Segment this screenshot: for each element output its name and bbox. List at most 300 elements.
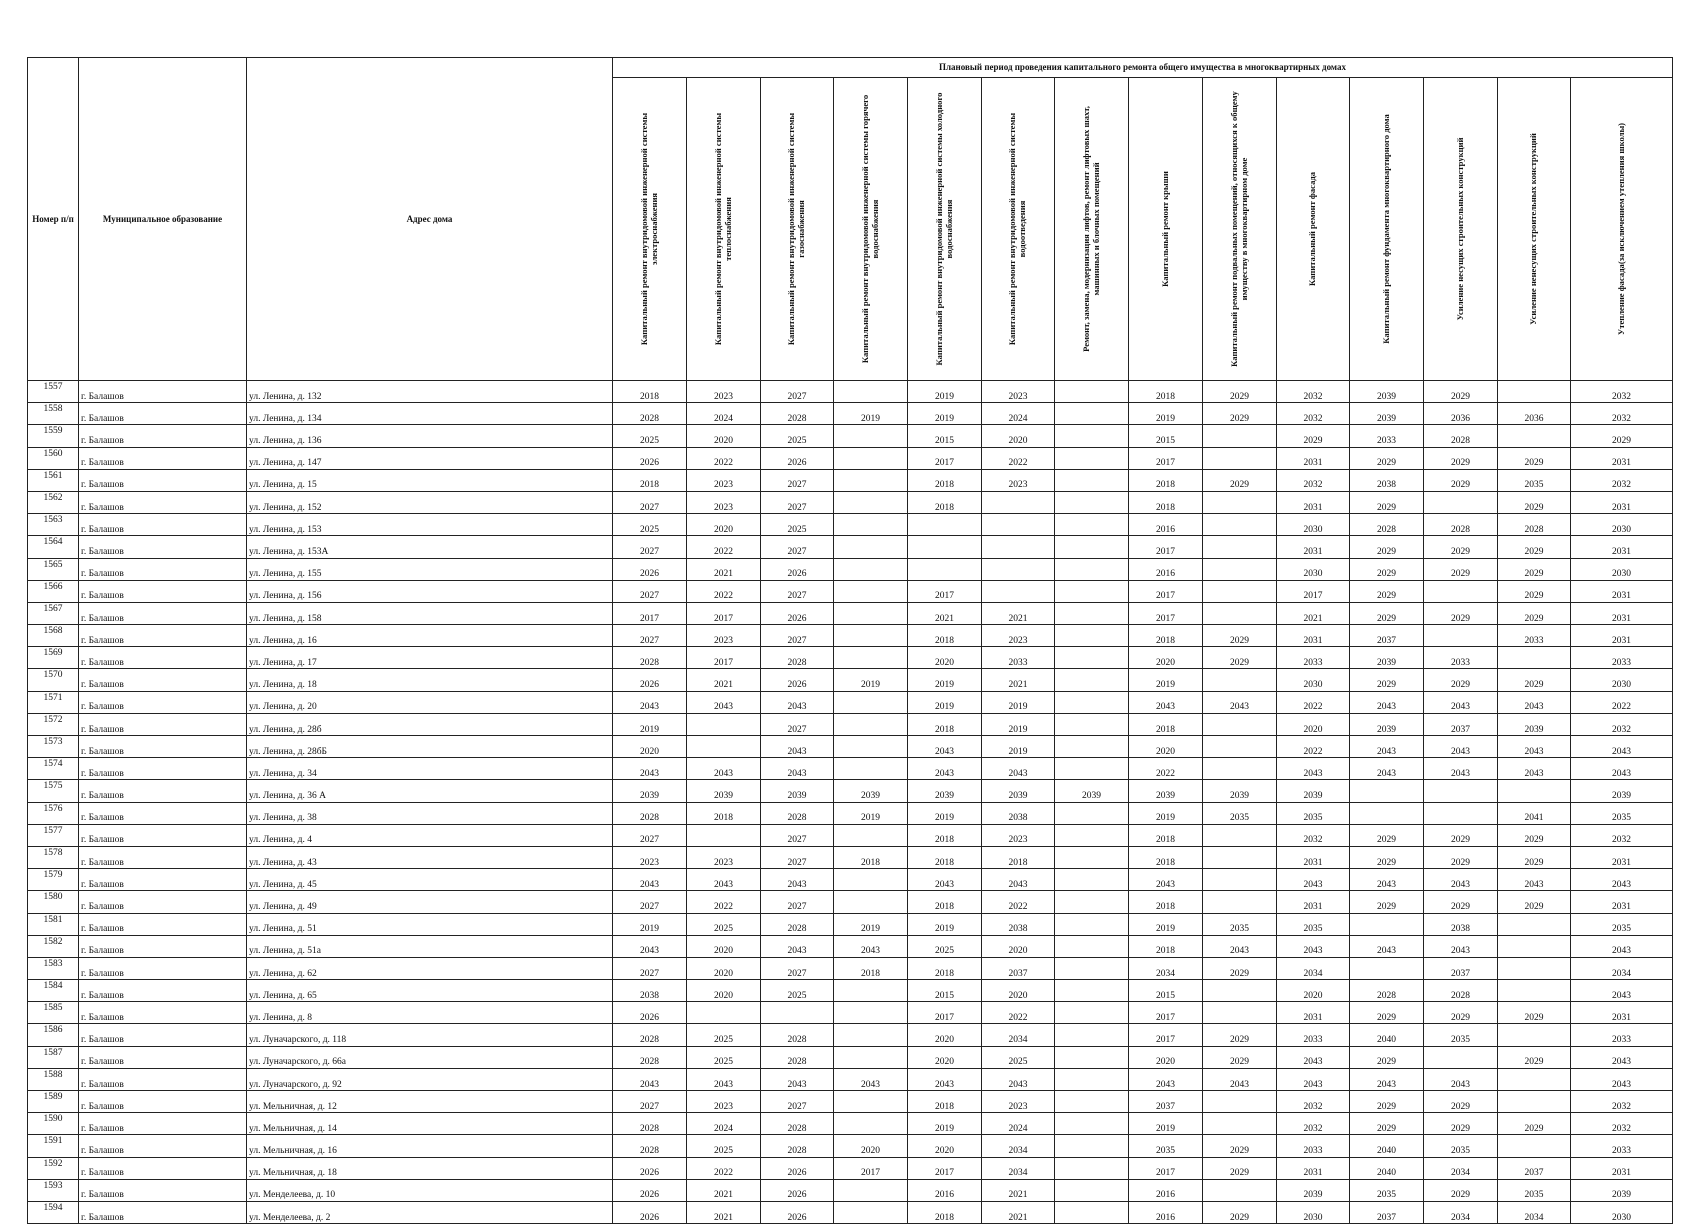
year-cell: 2027 — [761, 536, 834, 558]
municipality-cell: г. Балашов — [79, 1046, 247, 1068]
year-cell: 2017 — [613, 602, 687, 624]
year-cell: 2024 — [982, 1113, 1055, 1135]
year-cell: 2029 — [1498, 558, 1571, 580]
year-cell: 2043 — [1571, 1046, 1673, 1068]
year-cell: 2031 — [1571, 1157, 1673, 1179]
table-row — [28, 957, 1673, 979]
year-cell: 2029 — [1424, 1002, 1498, 1024]
year-cell: 2018 — [613, 381, 687, 403]
year-cell: 2039 — [687, 780, 761, 802]
year-cell: 2043 — [1350, 1068, 1424, 1090]
year-cell: 2022 — [982, 447, 1055, 469]
municipality-cell: г. Балашов — [79, 647, 247, 669]
table-row — [28, 514, 1673, 536]
year-cell: 2025 — [687, 913, 761, 935]
year-cell — [1055, 1179, 1129, 1201]
year-cell: 2017 — [1129, 536, 1203, 558]
year-cell: 2020 — [687, 980, 761, 1002]
address-cell: ул. Ленина, д. 4 — [247, 824, 613, 846]
table-row — [28, 780, 1673, 802]
year-cell — [1203, 558, 1277, 580]
year-cell: 2020 — [908, 1135, 982, 1157]
year-cell: 2029 — [1203, 957, 1277, 979]
table-row — [28, 1113, 1673, 1135]
year-cell: 2020 — [908, 1024, 982, 1046]
year-cell: 2020 — [1277, 713, 1350, 735]
municipality-cell: г. Балашов — [79, 1002, 247, 1024]
year-cell — [1350, 957, 1424, 979]
year-cell: 2043 — [613, 758, 687, 780]
year-cell: 2043 — [908, 869, 982, 891]
year-cell — [687, 824, 761, 846]
year-cell — [1424, 1046, 1498, 1068]
year-cell: 2023 — [687, 625, 761, 647]
year-cell: 2029 — [1350, 824, 1424, 846]
table-row — [28, 469, 1673, 491]
year-cell: 2027 — [613, 491, 687, 513]
year-cell: 2033 — [1277, 1135, 1350, 1157]
year-cell: 2035 — [1203, 802, 1277, 824]
year-cell: 2028 — [613, 647, 687, 669]
year-cell: 2039 — [834, 780, 908, 802]
year-cell — [1498, 1135, 1571, 1157]
header-work-11 — [1350, 78, 1424, 381]
year-cell: 2029 — [1498, 1113, 1571, 1135]
year-cell: 2023 — [982, 381, 1055, 403]
header-work-label: Усиление несущих строительных конструкций — [1454, 137, 1465, 321]
year-cell: 2039 — [1498, 713, 1571, 735]
year-cell: 2043 — [687, 758, 761, 780]
year-cell — [1203, 736, 1277, 758]
year-cell: 2041 — [1498, 802, 1571, 824]
municipality-cell: г. Балашов — [79, 802, 247, 824]
municipality-cell: г. Балашов — [79, 580, 247, 602]
row-number-cell: 1591 — [28, 1135, 79, 1157]
year-cell — [1055, 1091, 1129, 1113]
year-cell: 2015 — [1129, 980, 1203, 1002]
year-cell — [834, 580, 908, 602]
year-cell: 2029 — [1498, 891, 1571, 913]
year-cell: 2017 — [908, 1157, 982, 1179]
year-cell: 2043 — [1424, 691, 1498, 713]
year-cell — [1498, 647, 1571, 669]
year-cell — [1203, 1002, 1277, 1024]
header-work-label: Капитальный ремонт внутридомовой инженерной системы холодного водоснабжения — [933, 92, 954, 366]
year-cell: 2032 — [1571, 713, 1673, 735]
year-cell: 2037 — [1424, 957, 1498, 979]
year-cell: 2023 — [687, 491, 761, 513]
year-cell — [1055, 980, 1129, 1002]
year-cell — [687, 736, 761, 758]
address-cell: ул. Ленина, д. 158 — [247, 602, 613, 624]
municipality-cell: г. Балашов — [79, 491, 247, 513]
year-cell: 2039 — [1203, 780, 1277, 802]
municipality-cell: г. Балашов — [79, 913, 247, 935]
year-cell: 2034 — [1498, 1201, 1571, 1223]
table-row — [28, 491, 1673, 513]
year-cell — [1055, 647, 1129, 669]
year-cell: 2029 — [1424, 824, 1498, 846]
row-number-cell: 1580 — [28, 891, 79, 913]
year-cell: 2018 — [687, 802, 761, 824]
year-cell — [982, 491, 1055, 513]
year-cell: 2019 — [1129, 913, 1203, 935]
year-cell — [1055, 669, 1129, 691]
year-cell: 2020 — [982, 935, 1055, 957]
year-cell: 2029 — [1350, 1002, 1424, 1024]
year-cell: 2039 — [1350, 713, 1424, 735]
year-cell: 2043 — [1350, 869, 1424, 891]
year-cell: 2029 — [1424, 1179, 1498, 1201]
year-cell: 2031 — [1571, 491, 1673, 513]
year-cell — [908, 514, 982, 536]
year-cell — [834, 514, 908, 536]
year-cell: 2028 — [1424, 425, 1498, 447]
table-row — [28, 1091, 1673, 1113]
year-cell: 2019 — [834, 403, 908, 425]
table-row — [28, 558, 1673, 580]
year-cell: 2038 — [982, 913, 1055, 935]
year-cell: 2023 — [687, 469, 761, 491]
year-cell: 2027 — [761, 469, 834, 491]
year-cell — [834, 1091, 908, 1113]
year-cell: 2029 — [1424, 469, 1498, 491]
year-cell: 2043 — [1424, 1068, 1498, 1090]
address-cell: ул. Ленина, д. 156 — [247, 580, 613, 602]
year-cell: 2037 — [1424, 713, 1498, 735]
table-row — [28, 713, 1673, 735]
year-cell — [834, 447, 908, 469]
year-cell: 2019 — [1129, 1113, 1203, 1135]
capital-repair-schedule-table — [27, 57, 1673, 1224]
year-cell: 2017 — [1129, 1157, 1203, 1179]
row-number-cell: 1592 — [28, 1157, 79, 1179]
row-number-cell: 1583 — [28, 957, 79, 979]
header-work-label: Капитальный ремонт внутридомовой инженерной системы электроснабжения — [638, 112, 659, 346]
year-cell: 2020 — [982, 980, 1055, 1002]
year-cell: 2037 — [1498, 1157, 1571, 1179]
year-cell — [687, 713, 761, 735]
year-cell: 2035 — [1571, 802, 1673, 824]
year-cell: 2030 — [1277, 669, 1350, 691]
municipality-cell: г. Балашов — [79, 957, 247, 979]
header-work-label: Капитальный ремонт внутридомовой инженерной системы горячего водоснабжения — [859, 94, 880, 364]
table-row — [28, 1002, 1673, 1024]
address-cell: ул. Луначарского, д. 92 — [247, 1068, 613, 1090]
year-cell: 2029 — [1498, 1046, 1571, 1068]
year-cell: 2027 — [613, 957, 687, 979]
year-cell: 2039 — [908, 780, 982, 802]
year-cell: 2038 — [613, 980, 687, 1002]
year-cell: 2019 — [908, 1113, 982, 1135]
year-cell: 2018 — [908, 491, 982, 513]
year-cell: 2018 — [908, 625, 982, 647]
year-cell: 2022 — [687, 447, 761, 469]
year-cell: 2043 — [1498, 736, 1571, 758]
year-cell — [1203, 869, 1277, 891]
year-cell — [1424, 780, 1498, 802]
address-cell: ул. Ленина, д. 62 — [247, 957, 613, 979]
year-cell: 2027 — [613, 1091, 687, 1113]
year-cell: 2021 — [687, 1179, 761, 1201]
year-cell: 2030 — [1571, 1201, 1673, 1223]
year-cell: 2032 — [1277, 381, 1350, 403]
year-cell — [1203, 980, 1277, 1002]
year-cell — [1498, 381, 1571, 403]
municipality-cell: г. Балашов — [79, 602, 247, 624]
address-cell: ул. Ленина, д. 45 — [247, 869, 613, 891]
year-cell: 2025 — [613, 425, 687, 447]
year-cell: 2043 — [1424, 935, 1498, 957]
table-row — [28, 891, 1673, 913]
year-cell: 2019 — [908, 669, 982, 691]
header-work-6 — [982, 78, 1055, 381]
table-row — [28, 846, 1673, 868]
year-cell: 2028 — [613, 1135, 687, 1157]
year-cell: 2017 — [687, 647, 761, 669]
year-cell: 2043 — [1129, 691, 1203, 713]
year-cell: 2029 — [1203, 1135, 1277, 1157]
year-cell — [908, 558, 982, 580]
year-cell — [1203, 1179, 1277, 1201]
year-cell: 2032 — [1277, 469, 1350, 491]
year-cell: 2026 — [613, 1157, 687, 1179]
row-number-cell: 1560 — [28, 447, 79, 469]
year-cell: 2021 — [687, 558, 761, 580]
year-cell: 2026 — [613, 447, 687, 469]
year-cell — [834, 736, 908, 758]
year-cell: 2034 — [982, 1135, 1055, 1157]
year-cell — [1055, 713, 1129, 735]
address-cell: ул. Ленина, д. 65 — [247, 980, 613, 1002]
year-cell: 2029 — [1498, 669, 1571, 691]
year-cell — [1498, 980, 1571, 1002]
year-cell: 2043 — [1571, 980, 1673, 1002]
year-cell: 2018 — [613, 469, 687, 491]
year-cell: 2022 — [1277, 736, 1350, 758]
year-cell: 2018 — [834, 846, 908, 868]
year-cell: 2033 — [1350, 425, 1424, 447]
year-cell — [834, 824, 908, 846]
year-cell: 2025 — [687, 1135, 761, 1157]
year-cell — [1498, 1024, 1571, 1046]
year-cell — [1055, 935, 1129, 957]
year-cell: 2033 — [1571, 1024, 1673, 1046]
table-row — [28, 736, 1673, 758]
year-cell: 2039 — [1350, 647, 1424, 669]
header-address: Адрес дома — [247, 58, 613, 381]
year-cell — [834, 602, 908, 624]
year-cell: 2034 — [1129, 957, 1203, 979]
year-cell: 2031 — [1571, 1002, 1673, 1024]
year-cell: 2032 — [1571, 469, 1673, 491]
year-cell: 2043 — [1350, 935, 1424, 957]
year-cell: 2020 — [982, 425, 1055, 447]
row-number-cell: 1590 — [28, 1113, 79, 1135]
year-cell — [1203, 447, 1277, 469]
table-row — [28, 602, 1673, 624]
header-work-14 — [1571, 78, 1673, 381]
year-cell: 2035 — [1277, 913, 1350, 935]
year-cell — [1203, 580, 1277, 602]
year-cell: 2031 — [1277, 1002, 1350, 1024]
address-cell: ул. Ленина, д. 17 — [247, 647, 613, 669]
year-cell: 2032 — [1571, 381, 1673, 403]
table-row — [28, 536, 1673, 558]
year-cell: 2031 — [1571, 625, 1673, 647]
year-cell — [982, 580, 1055, 602]
year-cell: 2040 — [1350, 1135, 1424, 1157]
year-cell: 2034 — [982, 1157, 1055, 1179]
year-cell: 2029 — [1424, 558, 1498, 580]
year-cell — [834, 980, 908, 1002]
year-cell — [834, 381, 908, 403]
year-cell — [1055, 1135, 1129, 1157]
year-cell: 2029 — [1424, 846, 1498, 868]
year-cell: 2031 — [1571, 580, 1673, 602]
header-work-4 — [834, 78, 908, 381]
year-cell — [1055, 425, 1129, 447]
address-cell: ул. Ленина, д. 153А — [247, 536, 613, 558]
year-cell: 2029 — [1203, 403, 1277, 425]
year-cell: 2033 — [1571, 1135, 1673, 1157]
year-cell: 2043 — [1277, 1046, 1350, 1068]
year-cell: 2025 — [761, 980, 834, 1002]
year-cell: 2028 — [1424, 514, 1498, 536]
year-cell — [834, 469, 908, 491]
year-cell: 2019 — [982, 736, 1055, 758]
year-cell: 2035 — [1424, 1135, 1498, 1157]
year-cell: 2027 — [761, 491, 834, 513]
year-cell: 2029 — [1498, 602, 1571, 624]
municipality-cell: г. Балашов — [79, 691, 247, 713]
year-cell — [1055, 1201, 1129, 1223]
year-cell: 2022 — [687, 580, 761, 602]
year-cell: 2022 — [982, 1002, 1055, 1024]
year-cell: 2021 — [687, 669, 761, 691]
year-cell: 2039 — [1571, 780, 1673, 802]
year-cell: 2043 — [1424, 758, 1498, 780]
year-cell: 2029 — [1203, 1046, 1277, 1068]
year-cell: 2039 — [1055, 780, 1129, 802]
year-cell: 2024 — [982, 403, 1055, 425]
year-cell — [834, 1201, 908, 1223]
address-cell: ул. Ленина, д. 49 — [247, 891, 613, 913]
year-cell: 2037 — [982, 957, 1055, 979]
header-work-2 — [687, 78, 761, 381]
year-cell — [1424, 580, 1498, 602]
year-cell: 2027 — [761, 957, 834, 979]
year-cell — [1055, 602, 1129, 624]
year-cell: 2016 — [1129, 1201, 1203, 1223]
row-number-cell: 1573 — [28, 736, 79, 758]
year-cell: 2028 — [613, 802, 687, 824]
address-cell: ул. Ленина, д. 36 А — [247, 780, 613, 802]
year-cell — [1055, 913, 1129, 935]
year-cell: 2034 — [982, 1024, 1055, 1046]
address-cell: ул. Ленина, д. 20 — [247, 691, 613, 713]
year-cell — [1424, 802, 1498, 824]
municipality-cell: г. Балашов — [79, 514, 247, 536]
year-cell: 2026 — [613, 558, 687, 580]
year-cell: 2023 — [687, 846, 761, 868]
header-work-13 — [1498, 78, 1571, 381]
address-cell: ул. Ленина, д. 155 — [247, 558, 613, 580]
year-cell: 2032 — [1277, 1113, 1350, 1135]
year-cell: 2029 — [1498, 580, 1571, 602]
address-cell: ул. Мельничная, д. 16 — [247, 1135, 613, 1157]
municipality-cell: г. Балашов — [79, 403, 247, 425]
year-cell: 2031 — [1277, 1157, 1350, 1179]
year-cell — [1350, 913, 1424, 935]
table-row — [28, 1046, 1673, 1068]
municipality-cell: г. Балашов — [79, 469, 247, 491]
year-cell: 2043 — [1498, 758, 1571, 780]
year-cell: 2037 — [1350, 1201, 1424, 1223]
year-cell: 2021 — [1277, 602, 1350, 624]
year-cell: 2031 — [1571, 536, 1673, 558]
year-cell: 2033 — [1498, 625, 1571, 647]
municipality-cell: г. Балашов — [79, 1179, 247, 1201]
year-cell — [1055, 1068, 1129, 1090]
year-cell: 2029 — [1350, 536, 1424, 558]
table-row — [28, 1135, 1673, 1157]
year-cell: 2028 — [1350, 514, 1424, 536]
row-number-cell: 1577 — [28, 824, 79, 846]
year-cell: 2043 — [687, 869, 761, 891]
year-cell: 2033 — [1571, 647, 1673, 669]
year-cell — [834, 558, 908, 580]
address-cell: ул. Луначарского, д. 66а — [247, 1046, 613, 1068]
year-cell: 2018 — [1129, 491, 1203, 513]
year-cell: 2026 — [761, 1157, 834, 1179]
year-cell: 2029 — [1350, 491, 1424, 513]
row-number-cell: 1558 — [28, 403, 79, 425]
year-cell: 2018 — [1129, 935, 1203, 957]
year-cell: 2028 — [1350, 980, 1424, 1002]
address-cell: ул. Ленина, д. 136 — [247, 425, 613, 447]
year-cell: 2020 — [687, 425, 761, 447]
year-cell: 2029 — [1203, 1157, 1277, 1179]
address-cell: ул. Луначарского, д. 118 — [247, 1024, 613, 1046]
table-row — [28, 425, 1673, 447]
year-cell: 2028 — [1498, 514, 1571, 536]
year-cell: 2029 — [1424, 1113, 1498, 1135]
year-cell: 2029 — [1571, 425, 1673, 447]
municipality-cell: г. Балашов — [79, 447, 247, 469]
year-cell: 2019 — [834, 913, 908, 935]
year-cell: 2028 — [613, 1113, 687, 1135]
row-number-cell: 1559 — [28, 425, 79, 447]
year-cell: 2019 — [1129, 669, 1203, 691]
year-cell — [1055, 1113, 1129, 1135]
table-row — [28, 447, 1673, 469]
year-cell: 2019 — [1129, 802, 1203, 824]
row-number-cell: 1578 — [28, 846, 79, 868]
year-cell: 2021 — [982, 1201, 1055, 1223]
year-cell: 2019 — [613, 713, 687, 735]
year-cell — [982, 514, 1055, 536]
municipality-cell: г. Балашов — [79, 1113, 247, 1135]
municipality-cell: г. Балашов — [79, 381, 247, 403]
year-cell — [1055, 802, 1129, 824]
year-cell — [1055, 491, 1129, 513]
table-row — [28, 580, 1673, 602]
year-cell: 2022 — [687, 891, 761, 913]
header-work-label: Капитальный ремонт фасада — [1307, 171, 1318, 287]
year-cell: 2040 — [1350, 1024, 1424, 1046]
year-cell — [1055, 447, 1129, 469]
